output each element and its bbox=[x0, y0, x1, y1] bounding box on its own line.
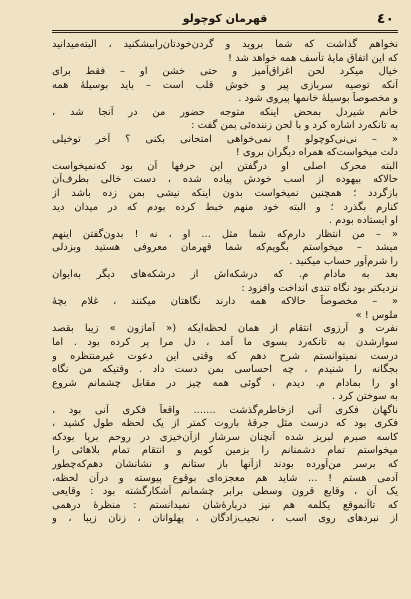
text-line: به تانکه‌رد اشاره کرد و با لحن زننده‌ئی بمن گفت : bbox=[191, 120, 398, 132]
text-line: « – نی‌نی‌کوچولو ! نمی‌خواهی امتحانی بکنی ؟ آخر توخیلی bbox=[52, 133, 398, 145]
text-line: نزدیکتر بود نگاه تندی انداخت وافزود : bbox=[241, 282, 398, 294]
text-line: ملوس ! » bbox=[355, 309, 398, 321]
text-line: دلت میخواست‌که همراه دیگران بروی ! bbox=[235, 147, 398, 159]
text-line: بجگانه را شنیدم ، چه احساسی بمن دست داد . وقتیکه من نگاه bbox=[52, 364, 398, 376]
text-line: که این اتفاق مایهٔ تأسف همه خواهد شد ! bbox=[228, 52, 398, 64]
text-line: حالاکه بیهوده از اسب خودش پیاده شده ، دست خالی بطرف‌آن bbox=[52, 174, 398, 186]
text-line: بازگردد ؛ همچنین نمیخواست بدون اینکه نیشی بمن زده باشد از bbox=[52, 188, 398, 200]
text-line: خانم شیردل بمحض اینکه متوجه حضور من در آنجا شد ، bbox=[52, 106, 398, 118]
text-line: ناگهان فکری آنی ازخاطرم‌گذشت ....... واقعاً فکری آنی بود ، bbox=[52, 404, 398, 416]
header-rule bbox=[52, 30, 398, 31]
text-line: « – مخصوصاً حالاکه همه دارند نگاهتان میکنند ، غلام بچهٔ bbox=[52, 296, 398, 308]
text-line: کاسه صبرم لبریز شده آنچنان سرشار ازآن‌خیزی در روحم برپا بودکه bbox=[52, 431, 398, 443]
text-line: میشد – میخواستم بگویم‌که شما قهرمان معروفی هستید وبزدلی bbox=[52, 242, 398, 254]
text-line: نخواهم گذاشت که شما بروید و گردن‌خودتان‌راببشکنید ، البته‌میدانید bbox=[52, 39, 398, 50]
text-line: « – من انتظار دارم‌که شما مثل ... او ، نه ! بدون‌گفتن اینهم bbox=[52, 228, 398, 240]
text-line: نفرت و آرزوی انتقام از همان لحظه‌ایکه (« آمازون » زیبا بقصد bbox=[52, 323, 398, 335]
text-line: و مخصوصاً بوسیلهٔ خانمها پیروی شود . bbox=[238, 93, 398, 105]
text-line: البته محرک اصلی او درگفتن این حرفها آن بود که‌نمیخواست bbox=[52, 160, 398, 172]
text-line: آنکه توصیه سربازی پیر و خوش قلب است – باید بوسیلهٔ همه bbox=[52, 79, 398, 91]
running-title: قهرمان کوچولو bbox=[182, 12, 268, 25]
text-line: میخواستم تمام دشمنانم را بزمین کوبم و انتقام تمام بلاهائی را bbox=[52, 445, 398, 457]
text-line: سوارشدن به تانکه‌رد بسوی ما آمد ، دل مرا پر کرده بود . اما bbox=[52, 337, 398, 349]
text-line: که برسر من‌آورده بودند ازآنها باز ستانم و نشانشان دهم‌که‌چطور bbox=[52, 458, 398, 470]
text-line: که تاآنموقع یکلمه هم نیز دربارهٔ‌شان نمیدانستم : منظرهٔ درهمی bbox=[52, 499, 398, 511]
text-line: کنارم بگذرد ؛ و البته خود منهم خبط کرده بودم که در میدان دید bbox=[52, 201, 398, 213]
text-line: فکری بود که درست مثل جرقهٔ باروت کمتر از یک لحظه طول کشید ، bbox=[52, 418, 398, 430]
page-number: ٤٠ bbox=[376, 11, 394, 27]
text-line: به سوختن کرد . bbox=[332, 391, 398, 403]
text-line: او را بمادام م. دیدم ، گوئی همه چیز در مقابل چشمانم شروع bbox=[52, 377, 398, 389]
text-line: او ایستاده بودم . bbox=[328, 215, 398, 227]
header-rule-secondary bbox=[52, 32, 398, 33]
text-line: خیال میکرد لحن اغراق‌آمیز و حتی خشن او – فقط برای bbox=[52, 66, 398, 78]
text-line: آدمی هستم ! ... شاید هم معجزه‌ای بوقوع پیوسته و درآن لحظه، bbox=[52, 472, 398, 484]
text-line: از نبردهای روی اسب ، نجیب‌زادگان ، پهلوانان ، زنان زیبا ، و bbox=[52, 513, 398, 525]
text-line: درست نمیتوانستم شرح دهم که وقتی این دعوت غیرمنتظره و bbox=[52, 350, 398, 362]
body-text bbox=[52, 38, 398, 593]
text-line: را شرم‌آور حساب میکنید . bbox=[289, 255, 398, 267]
text-line: یک آن ، وقایع قرون وسطی برابر چشمانم آشکارگشته بود : وقایعی bbox=[52, 486, 398, 498]
text-line: بعد به مادام م. که درشکه‌اش از درشکه‌های دیگر به‌ایوان bbox=[52, 269, 398, 281]
